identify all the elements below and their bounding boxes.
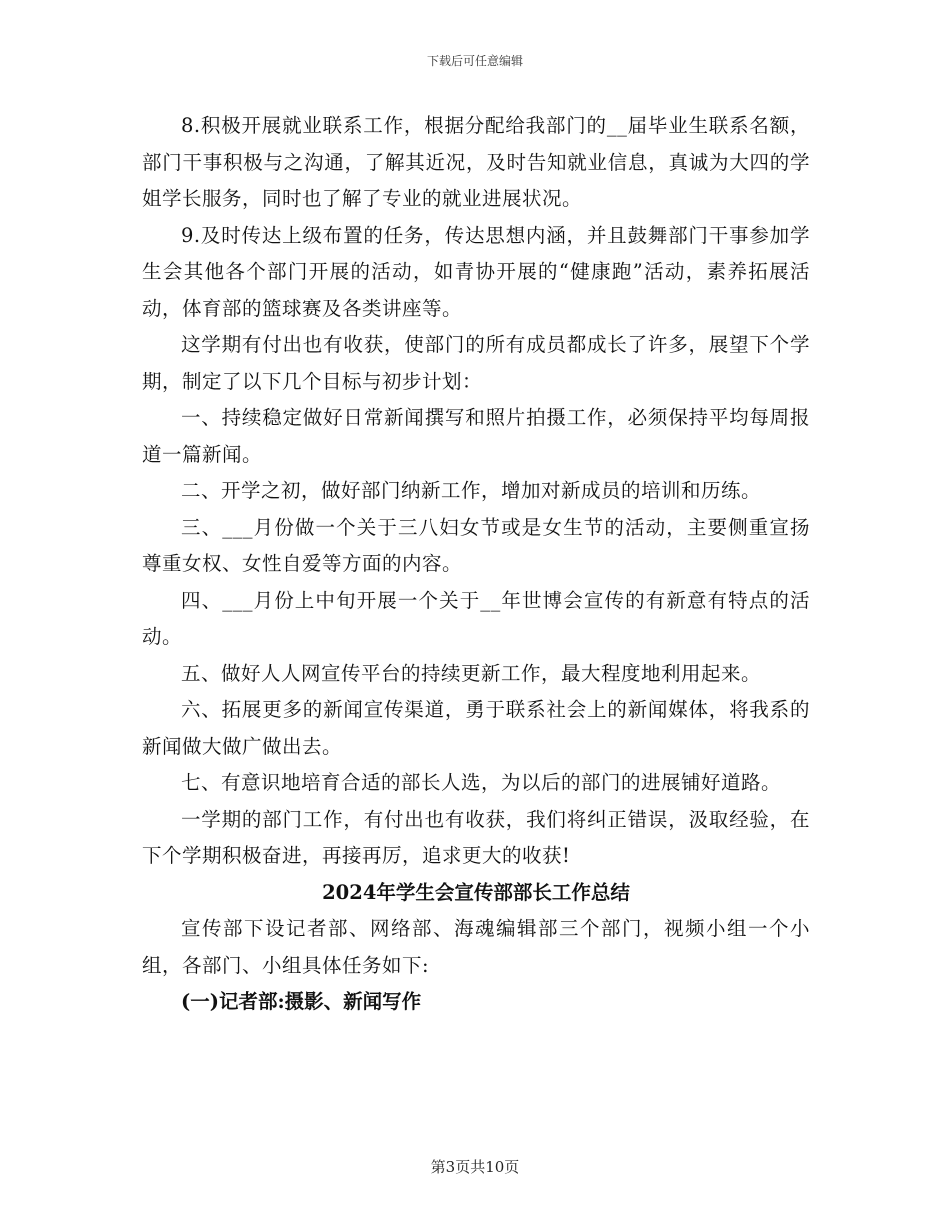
- plan-item-7: 七、有意识地培育合适的部长人选，为以后的部门的进展铺好道路。: [181, 771, 782, 794]
- plan-item-1: 一、持续稳定做好日常新闻撰写和照片拍摄工作，必须保持平均每周报道一篇新闻。: [142, 406, 810, 466]
- closing-paragraph: 一学期的部门工作，有付出也有收获，我们将纠正错误，汲取经验，在下个学期积极奋进，再接再厉，追求更大的收获!: [142, 807, 810, 867]
- subheading-reporter-dept: (一)记者部:摄影、新闻写作: [181, 990, 422, 1013]
- paragraph-item-9: 9.及时传达上级布置的任务，传达思想内涵，并且鼓舞部门干事参加学生会其他各个部门开展的活动，如青协开展的“健康跑”活动，素养拓展活动，体育部的篮球赛及各类讲座等。: [142, 223, 810, 320]
- paragraph-item-8: 8.积极开展就业联系工作，根据分配给我部门的__届毕业生联系名额，部门干事积极与之沟通，了解其近况，及时告知就业信息，真诚为大四的学姐学长服务，同时也了解了专业的就业进展状况。: [142, 114, 810, 210]
- plan-item-6: 六、拓展更多的新闻宣传渠道，勇于联系社会上的新闻媒体，将我系的新闻做大做广做出去。: [142, 698, 810, 758]
- plan-item-5: 五、做好人人网宣传平台的持续更新工作，最大程度地利用起来。: [181, 661, 762, 685]
- paragraph-summary: 这学期有付出也有收获，使部门的所有成员都成长了许多，展望下个学期，制定了以下几个目标与初步计划：: [142, 333, 810, 393]
- document-body: [142, 108, 810, 1021]
- plan-item-4: 四、___月份上中旬开展一个关于__年世博会宣传的有新意有特点的活动。: [142, 588, 810, 648]
- plan-item-2: 二、开学之初，做好部门纳新工作，增加对新成员的培训和历练。: [181, 479, 762, 502]
- page-footer: 第3页共10页: [430, 1158, 520, 1176]
- section-intro: 宣传部下设记者部、网络部、海魂编辑部三个部门，视频小组一个小组，各部门、小组具体任务如下:: [142, 917, 810, 977]
- page-header: 下载后可任意编辑: [426, 54, 523, 68]
- section-title: 2024年学生会宣传部部长工作总结: [322, 880, 630, 904]
- plan-item-3: 三、___月份做一个关于三八妇女节或是女生节的活动，主要侧重宣扬尊重女权、女性自爱等方面的内容。: [142, 515, 810, 575]
